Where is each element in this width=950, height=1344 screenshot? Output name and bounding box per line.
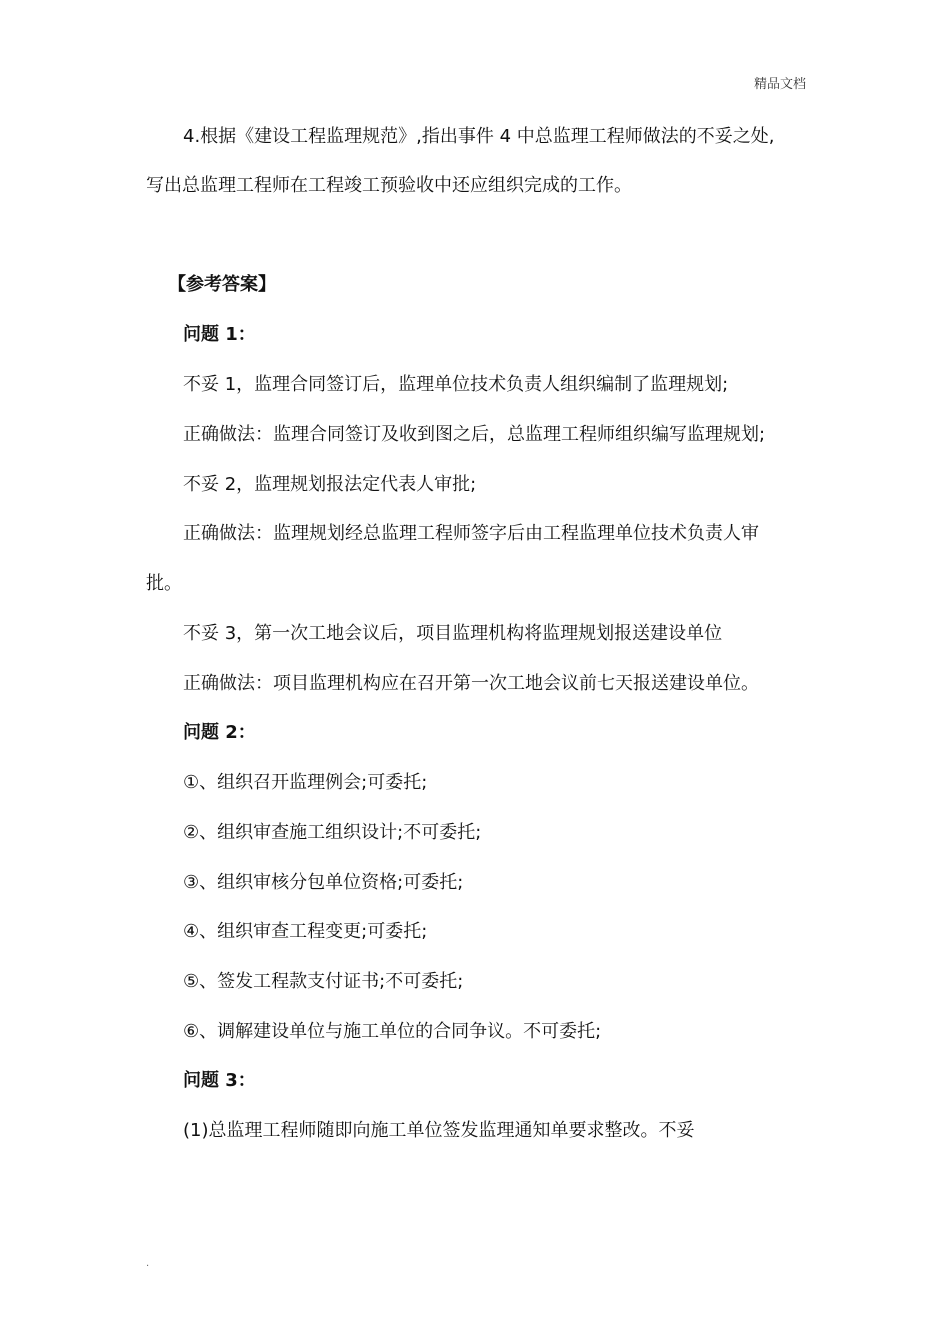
q1-line: 正确做法：监理合同签订及收到图之后，总监理工程师组织编写监理规划; [183, 424, 766, 445]
document-header-tag: 精品文档 [753, 77, 806, 92]
question-line-2: 写出总监理工程师在工程竣工预验收中还应组织完成的工作。 [146, 175, 632, 196]
question-line-1: 4.根据《建设工程监理规范》,指出事件 4 中总监理工程师做法的不妥之处, [183, 126, 775, 147]
q1-line: 不妥 2，监理规划报法定代表人审批; [183, 474, 477, 495]
q3-line: (1)总监理工程师随即向施工单位签发监理通知单要求整改。不妥 [183, 1120, 695, 1141]
q2-item: ①、组织召开监理例会;可委托; [183, 772, 428, 793]
q3-title: 问题 3： [183, 1070, 256, 1091]
q2-item: ④、组织审查工程变更;可委托; [183, 921, 428, 942]
q1-line: 不妥 1，监理合同签订后，监理单位技术负责人组织编制了监理规划; [183, 374, 729, 395]
answer-heading: 【参考答案】 [168, 274, 276, 295]
q2-item: ⑤、签发工程款支付证书;不可委托; [183, 971, 464, 992]
q2-title: 问题 2： [183, 722, 256, 743]
q1-title: 问题 1： [183, 324, 256, 345]
q1-line: 批。 [146, 573, 182, 594]
q1-line: 正确做法：项目监理机构应在召开第一次工地会议前七天报送建设单位。 [183, 673, 759, 694]
q2-item: ⑥、调解建设单位与施工单位的合同争议。不可委托; [183, 1021, 602, 1042]
footer-mark: . [146, 1258, 150, 1269]
q2-item: ②、组织审查施工组织设计;不可委托; [183, 822, 482, 843]
q2-item: ③、组织审核分包单位资格;可委托; [183, 872, 464, 893]
q1-line: 正确做法：监理规划经总监理工程师签字后由工程监理单位技术负责人审 [183, 523, 759, 544]
q1-line: 不妥 3，第一次工地会议后，项目监理机构将监理规划报送建设单位 [183, 623, 723, 644]
